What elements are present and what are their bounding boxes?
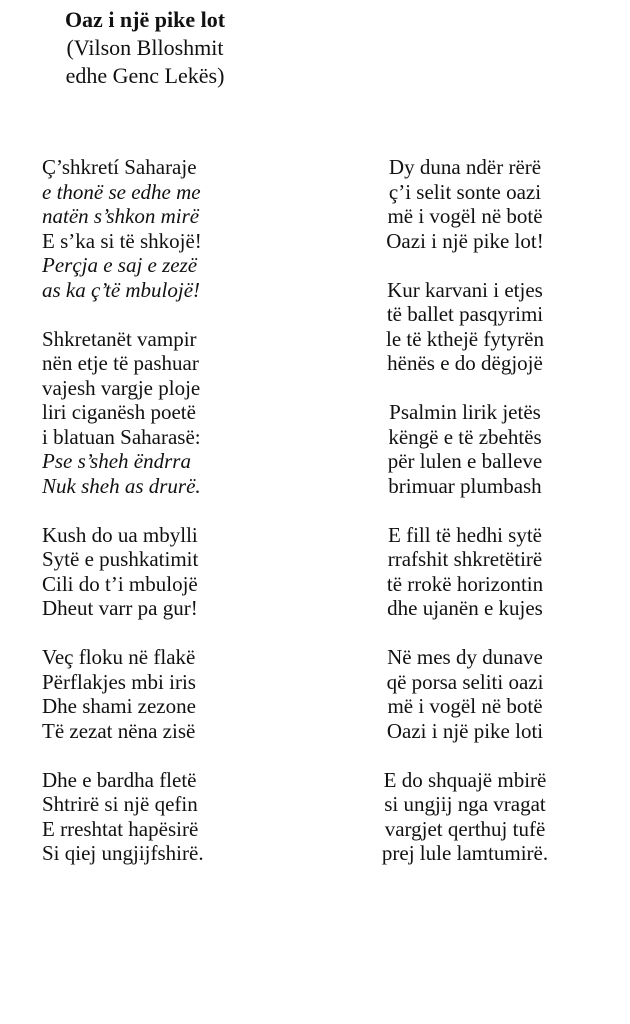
right-stanza [300,768,630,866]
verse-line: Në mes dy dunave [387,645,543,669]
verse-line: Dy duna ndër rërë [388,155,542,179]
verse-line: më i vogël në botë [387,694,543,718]
verse-line: të ballet pasqyrimi [386,302,544,326]
verse-line: Kush do ua mbylli [42,522,198,547]
verse-line: Shkretanët vampir [42,326,197,351]
verse-line: Pse s’sheh ëndrra [42,449,191,473]
verse-line: këngë e të zbehtës [388,424,542,449]
verse-line: le të kthejë fytyrën [385,326,544,351]
left-stanza [42,327,204,499]
right-stanza [300,278,630,376]
poem-header [0,6,290,90]
verse-line: E rreshtat hapësirë [42,816,199,841]
left-stanza [42,645,204,743]
verse-line: E do shquajë mbirë [383,767,547,792]
verse-line: i blatuan Saharasë: [42,424,201,449]
poem-dedication-line-2: edhe Genc Lekës) [65,63,225,88]
verse-line: E fill të hedhi sytë [388,522,542,547]
verse-line: brimuar plumbash [388,473,542,498]
verse-line: liri ciganësh poetë [42,400,196,424]
verse-line: Dhe e bardha fletë [42,767,197,792]
verse-line: Psalmin lirik jetës [389,400,541,424]
verse-line: Perçja e saj e zezë [42,253,198,277]
verse-line: dhe ujanën e kujes [387,596,543,620]
verse-line: si ungjij nga vragat [384,792,546,816]
verse-line: E s’ka si të shkojë! [42,228,202,253]
left-stanza [42,768,204,866]
verse-line: për lulen e balleve [387,449,543,473]
verse-line: e thonë se edhe me [42,179,201,204]
verse-line: Përflakjes mbi iris [42,669,196,694]
right-column [300,155,630,890]
verse-line: Shtrirë si një qefin [42,792,198,816]
verse-line: rrafshit shkretëtirë [387,547,543,571]
verse-line: Ç’shkretí Saharaje [42,155,197,179]
verse-line: Nuk sheh as drurë. [42,473,201,498]
verse-line: natën s’shkon mirë [42,204,200,228]
poem-title: Oaz i një pike lot [64,7,226,32]
verse-line: Të zezat nëna zisë [42,718,196,743]
verse-line: Oazi i një pike lot! [386,228,544,253]
verse-line: që porsa seliti oazi [386,669,544,694]
verse-line: nën etje të pashuar [42,351,199,375]
right-stanza [300,523,630,621]
right-stanza [300,155,630,253]
left-column [42,155,204,890]
left-stanza [42,155,204,302]
verse-line: Si qiej ungjijfshirë. [42,841,204,865]
right-stanza [300,645,630,743]
poem-dedication-line-1: (Vilson Blloshmit [66,35,224,60]
verse-line: Sytë e pushkatimit [42,547,199,571]
verse-line: Oazi i një pike loti [386,718,544,743]
verse-line: Kur karvani i etjes [387,277,543,302]
verse-line: prej lule lamtumirë. [381,841,549,865]
right-stanza [300,400,630,498]
verse-line: hënës e do dëgjojë [387,351,543,375]
verse-line: Dheut varr pa gur! [42,596,198,620]
verse-line: më i vogël në botë [387,204,543,228]
verse-line: vargjet qerthuj tufë [384,816,546,841]
verse-line: vajesh vargje ploje [42,375,201,400]
verse-line: as ka ç’të mbulojë! [42,277,201,302]
verse-line: Dhe shami zezone [42,694,196,718]
verse-line: ç’i selit sonte oazi [388,179,542,204]
verse-line: Cili do t’i mbulojë [42,571,198,596]
verse-line: Veç floku në flakë [42,645,196,669]
verse-line: të rrokë horizontin [386,571,544,596]
left-stanza [42,523,204,621]
